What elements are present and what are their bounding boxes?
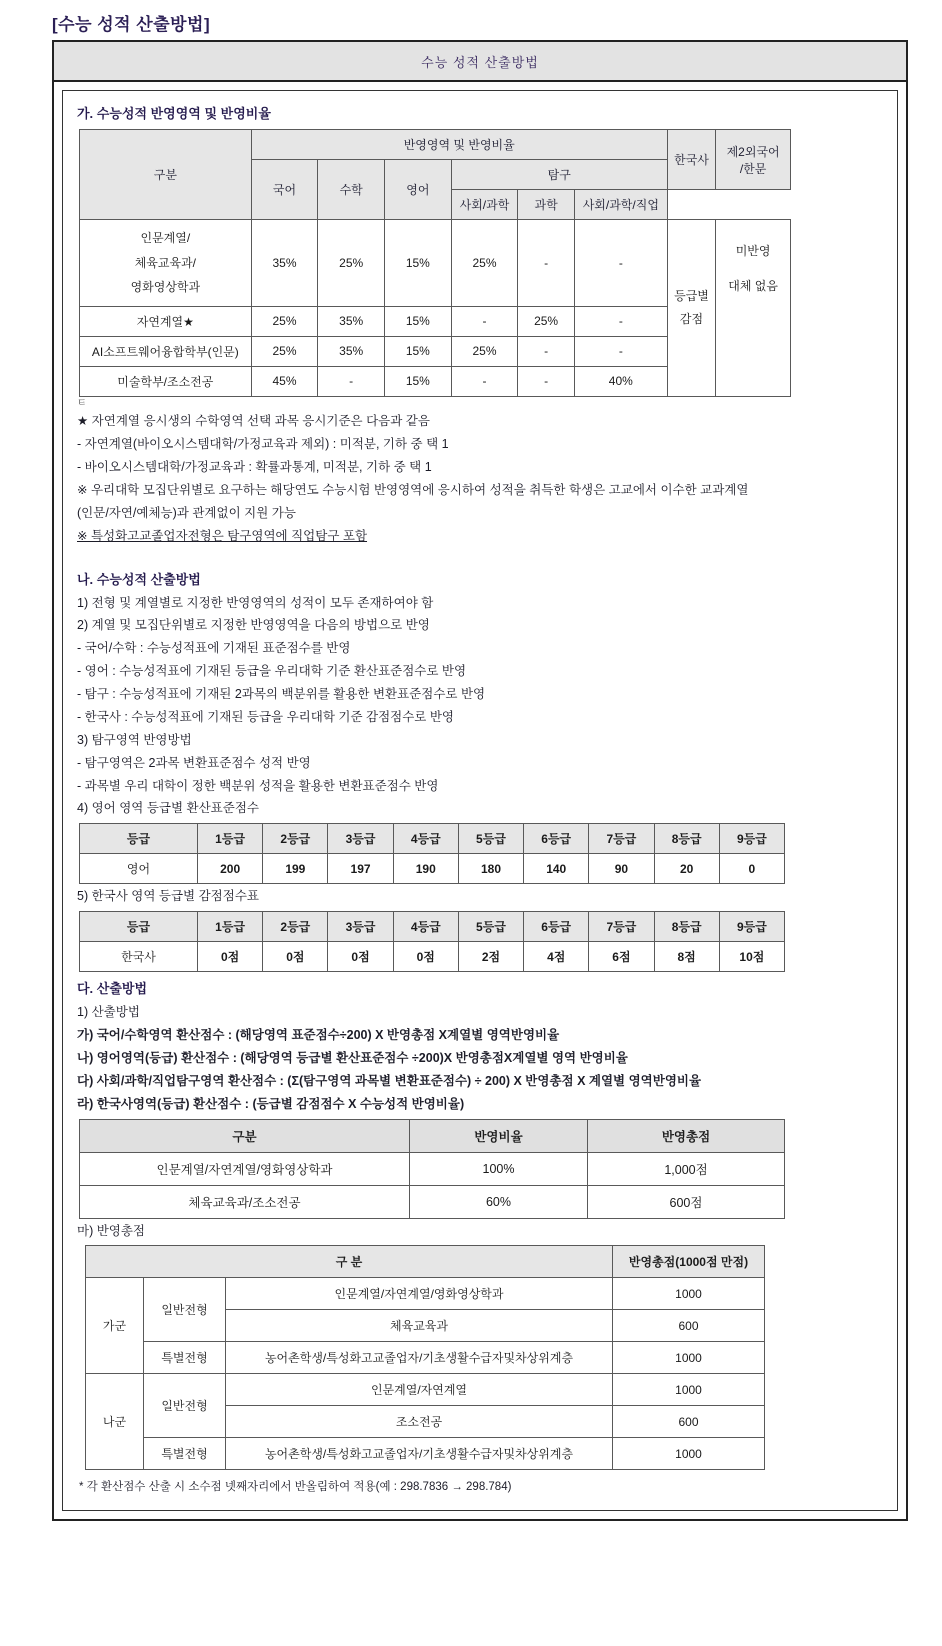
header-reflect-ratio: 반영비율: [410, 1119, 588, 1152]
cell-score: 1000: [613, 1438, 765, 1470]
cell-english: 15%: [385, 306, 452, 336]
table-header-row: [80, 1119, 785, 1152]
section-b-line: - 탐구 : 수능성적표에 기재된 2과목의 백분위를 활용한 변환표준점수로 반영: [77, 687, 486, 702]
cell-math: 35%: [318, 306, 385, 336]
header-grade-2: 2등급: [263, 824, 328, 854]
history-table-caption: 5) 한국사 영역 등급별 감점점수표: [77, 889, 259, 904]
section-b-heading: 나. 수능성적 산출방법: [77, 571, 201, 587]
formula-line: 라) 한국사영역(등급) 환산점수 : (등급별 감점점수 X 수능성적 반영비율): [77, 1096, 465, 1111]
header-tamgu-social-science: 사회/과학: [451, 190, 518, 220]
header-group-main: 반영영역 및 반영비율: [251, 130, 667, 160]
korean-history-penalty-table: [79, 911, 785, 972]
cell-unit: 조소전공: [226, 1406, 613, 1438]
section-c-subheading: 1) 산출방법: [77, 1005, 140, 1020]
header-grade-3: 3등급: [328, 824, 393, 854]
header-gubun: 구 분: [86, 1246, 613, 1278]
section-b-line: - 국어/수학 : 수능성적표에 기재된 표준점수를 반영: [77, 641, 351, 656]
document-outer-frame: [52, 40, 908, 1521]
cell-ratio: 100%: [410, 1152, 588, 1185]
cell-english-score-1: 200: [198, 854, 263, 884]
cell-group-na: 나군: [86, 1374, 144, 1470]
notes-marker: ㅌ: [77, 397, 87, 409]
section-b-line: 2) 계열 및 모집단위별로 지정한 반영영역을 다음의 방법으로 반영: [77, 618, 430, 633]
row-name-natural-sciences: 자연계열★: [80, 306, 252, 336]
cell-english-score-5: 180: [458, 854, 523, 884]
table-row: [80, 1152, 785, 1185]
header-grade-5: 5등급: [458, 824, 523, 854]
english-conversion-table: [79, 823, 785, 884]
cell-score: 1000: [613, 1342, 765, 1374]
cell-gubun: 인문계열/자연계열/영화영상학과: [80, 1152, 410, 1185]
cell-korean: 25%: [251, 336, 318, 366]
header-korean-history: 한국사: [667, 130, 715, 190]
header-grade-5: 5등급: [458, 912, 523, 942]
table-row: [80, 1185, 785, 1218]
cell-history-penalty-7: 6점: [589, 942, 654, 972]
cell-history-penalty-8: 8점: [654, 942, 719, 972]
header-second-language: 제2외국어 /한문: [716, 130, 791, 190]
cell-second-language: 미반영 대체 없음: [716, 220, 791, 397]
cell-history-penalty-2: 0점: [263, 942, 328, 972]
header-grade-4: 4등급: [393, 912, 458, 942]
table-row: [86, 1374, 765, 1406]
total-table-caption: 마) 반영총점: [77, 1223, 146, 1238]
table-header-row: [80, 912, 785, 942]
formula-line: 나) 영어영역(등급) 환산점수 : (해당영역 등급별 환산표준점수 ÷200)X 반영총점X계열별 영역 반영비율: [77, 1050, 628, 1065]
cell-korean: 45%: [251, 366, 318, 396]
cell-english-score-7: 90: [589, 854, 654, 884]
cell-tamgu-sub2: 25%: [518, 306, 575, 336]
header-grade-7: 7등급: [589, 912, 654, 942]
cell-korean: 35%: [251, 220, 318, 307]
cell-math: 35%: [318, 336, 385, 366]
header-grade-1: 1등급: [198, 912, 263, 942]
cell-total: 1,000점: [588, 1152, 785, 1185]
cell-history-penalty-9: 10점: [719, 942, 784, 972]
section-b-line: - 탐구영역은 2과목 변환표준점수 성적 반영: [77, 755, 311, 770]
cell-tamgu-sub1: 25%: [451, 220, 518, 307]
section-b-line: - 영어 : 수능성적표에 기재된 등급을 우리대학 기준 환산표준점수로 반영: [77, 664, 467, 679]
row-name-humanities: 인문계열/ 체육교육과/ 영화영상학과: [80, 220, 252, 307]
note-underlined: ※ 특성화고교졸업자전형은 탐구영역에 직업탐구 포함: [77, 528, 368, 543]
table-row: [80, 220, 791, 307]
cell-math: -: [318, 366, 385, 396]
cell-english-score-8: 20: [654, 854, 719, 884]
cell-tamgu-sub2: -: [518, 366, 575, 396]
header-reflect-total: 반영총점: [588, 1119, 785, 1152]
cell-history-penalty-1: 0점: [198, 942, 263, 972]
table-row: [86, 1278, 765, 1310]
cell-tamgu-sub3: -: [574, 336, 667, 366]
row-name-ai-software: AI소프트웨어융합학부(인문): [80, 336, 252, 366]
cell-unit: 인문계열/자연계열: [226, 1374, 613, 1406]
header-grade-7: 7등급: [589, 824, 654, 854]
cell-history-penalty-4: 0점: [393, 942, 458, 972]
section-a-heading: 가. 수능성적 반영영역 및 반영비율: [77, 106, 271, 121]
header-grade-9: 9등급: [719, 824, 784, 854]
banner-title: 수능 성적 산출방법: [54, 42, 906, 82]
header-tamgu: 탐구: [451, 160, 667, 190]
cell-ratio: 60%: [410, 1185, 588, 1218]
cell-score: 1000: [613, 1374, 765, 1406]
page-title: [수능 성적 산출방법]: [52, 15, 211, 34]
cell-type-general: 일반전형: [144, 1374, 226, 1438]
header-grade-6: 6등급: [524, 912, 589, 942]
note-line: ★ 자연계열 응시생의 수학영역 선택 과목 응시기준은 다음과 같음: [77, 414, 430, 429]
header-math: 수학: [318, 160, 385, 220]
cell-english-score-6: 140: [524, 854, 589, 884]
header-gubun: 구분: [80, 130, 252, 220]
note-line: ※ 우리대학 모집단위별로 요구하는 해당연도 수능시험 반영영역에 응시하여 성적을 취득한 학생은 고교에서 이수한 교과계열: [77, 482, 749, 497]
cell-score: 600: [613, 1310, 765, 1342]
cell-tamgu-sub3: 40%: [574, 366, 667, 396]
header-grade-8: 8등급: [654, 912, 719, 942]
table-header-row-1: [80, 130, 791, 160]
footnote: * 각 환산점수 산출 시 소수점 넷째자리에서 반올림하여 적용(예 : 298.7836 → 298.784): [79, 1481, 512, 1494]
reflect-areas-table: [79, 129, 791, 397]
row-label-korean-history: 한국사: [80, 942, 198, 972]
cell-korean-history: 등급별 감점: [667, 220, 715, 397]
header-grade-6: 6등급: [524, 824, 589, 854]
note-line: (인문/자연/예체능)과 관계없이 지원 가능: [77, 505, 296, 520]
cell-unit: 농어촌학생/특성화고교졸업자/기초생활수급자및차상위계층: [226, 1342, 613, 1374]
section-c-heading: 다. 산출방법: [77, 981, 148, 997]
cell-unit: 체육교육과: [226, 1310, 613, 1342]
header-grade-1: 1등급: [198, 824, 263, 854]
cell-english-score-4: 190: [393, 854, 458, 884]
table-header-row: [80, 824, 785, 854]
cell-tamgu-sub3: -: [574, 306, 667, 336]
cell-english: 15%: [385, 336, 452, 366]
section-b-line: - 한국사 : 수능성적표에 기재된 등급을 우리대학 기준 감점점수로 반영: [77, 709, 454, 724]
document-content: [62, 90, 898, 1511]
cell-history-penalty-3: 0점: [328, 942, 393, 972]
row-label-english: 영어: [80, 854, 198, 884]
cell-english: 15%: [385, 366, 452, 396]
cell-tamgu-sub2: -: [518, 220, 575, 307]
cell-type-general: 일반전형: [144, 1278, 226, 1342]
cell-score: 1000: [613, 1278, 765, 1310]
table-row: [80, 854, 785, 884]
formula-line: 가) 국어/수학영역 환산점수 : (해당영역 표준점수÷200) X 반영총점 X계열별 영역반영비율: [77, 1028, 560, 1043]
header-grade: 등급: [80, 912, 198, 942]
cell-korean: 25%: [251, 306, 318, 336]
cell-gubun: 체육교육과/조소전공: [80, 1185, 410, 1218]
cell-tamgu-sub1: -: [451, 366, 518, 396]
note-line: - 자연계열(바이오시스템대학/가정교육과 제외) : 미적분, 기하 중 택 1: [77, 437, 449, 452]
cell-english-score-3: 197: [328, 854, 393, 884]
header-korean: 국어: [251, 160, 318, 220]
header-tamgu-science: 과학: [518, 190, 575, 220]
section-b-line: 3) 탐구영역 반영방법: [77, 732, 192, 747]
cell-english-score-2: 199: [263, 854, 328, 884]
cell-type-special: 특별전형: [144, 1438, 226, 1470]
row-name-art: 미술학부/조소전공: [80, 366, 252, 396]
section-b-line: - 과목별 우리 대학이 정한 백분위 성적을 활용한 변환표준점수 반영: [77, 778, 439, 793]
header-tamgu-vocational: 사회/과학/직업: [574, 190, 667, 220]
table-header-row: [86, 1246, 765, 1278]
header-english: 영어: [385, 160, 452, 220]
header-grade-2: 2등급: [263, 912, 328, 942]
cell-score: 600: [613, 1406, 765, 1438]
cell-english: 15%: [385, 220, 452, 307]
cell-english-score-9: 0: [719, 854, 784, 884]
cell-tamgu-sub2: -: [518, 336, 575, 366]
total-score-table: [85, 1245, 765, 1470]
cell-history-penalty-5: 2점: [458, 942, 523, 972]
cell-type-special: 특별전형: [144, 1342, 226, 1374]
header-grade-4: 4등급: [393, 824, 458, 854]
header-grade-8: 8등급: [654, 824, 719, 854]
reflect-ratio-table: [79, 1119, 785, 1219]
english-table-caption: 4) 영어 영역 등급별 환산표준점수: [77, 801, 259, 816]
header-total-score: 반영총점(1000점 만점): [613, 1246, 765, 1278]
cell-unit: 농어촌학생/특성화고교졸업자/기초생활수급자및차상위계층: [226, 1438, 613, 1470]
cell-tamgu-sub1: 25%: [451, 336, 518, 366]
header-grade-9: 9등급: [719, 912, 784, 942]
section-b-line: 1) 전형 및 계열별로 지정한 반영영역의 성적이 모두 존재하여야 함: [77, 595, 434, 610]
header-gubun: 구분: [80, 1119, 410, 1152]
formula-line: 다) 사회/과학/직업탐구영역 환산점수 : (Σ(탐구영역 과목별 변환표준점수) ÷ 200) X 반영총점 X 계열별 영역반영비율: [77, 1073, 702, 1088]
table-row: [80, 942, 785, 972]
header-grade-3: 3등급: [328, 912, 393, 942]
table-row: [86, 1342, 765, 1374]
cell-history-penalty-6: 4점: [524, 942, 589, 972]
cell-math: 25%: [318, 220, 385, 307]
header-grade: 등급: [80, 824, 198, 854]
note-line: - 바이오시스템대학/가정교육과 : 확률과통계, 미적분, 기하 중 택 1: [77, 460, 432, 475]
cell-tamgu-sub3: -: [574, 220, 667, 307]
cell-group-ga: 가군: [86, 1278, 144, 1374]
cell-total: 600점: [588, 1185, 785, 1218]
cell-tamgu-sub1: -: [451, 306, 518, 336]
cell-unit: 인문계열/자연계열/영화영상학과: [226, 1278, 613, 1310]
table-row: [86, 1438, 765, 1470]
